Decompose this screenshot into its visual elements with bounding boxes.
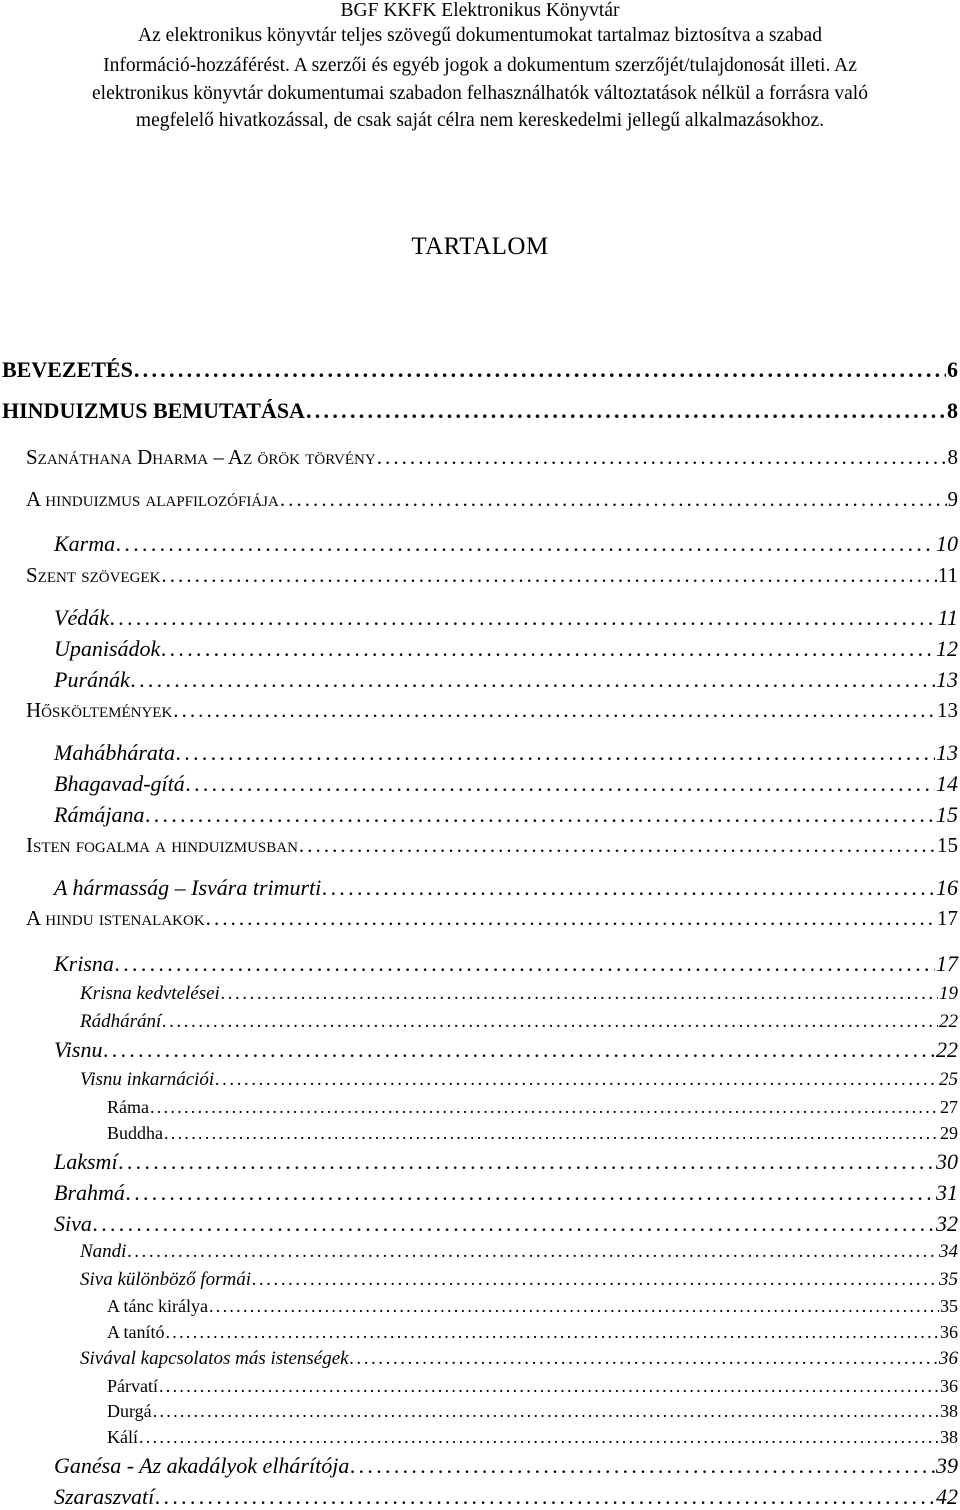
toc-leader-dots [115,951,935,977]
toc-entry-title: Isten fogalma a hinduizmusban [26,833,298,857]
toc-entry[interactable] [26,833,958,858]
toc-entry[interactable] [54,1211,958,1237]
page-title: TARTALOM [411,233,549,260]
toc-entry[interactable] [2,357,958,383]
toc-entry-title: Ganésa - Az akadályok elhárítója [54,1453,350,1478]
toc-page-number: 17 [936,951,958,976]
toc-entry-title: Nandi [80,1241,127,1262]
toc-leader-dots [350,1453,935,1479]
toc-leader-dots [280,487,947,512]
toc-page-number: 13 [936,740,958,765]
toc-leader-dots [150,1097,939,1118]
toc-page-number: 31 [936,1180,958,1205]
toc-entry[interactable] [54,951,958,977]
toc-page-number: 36 [940,1322,958,1342]
toc-page-number: 35 [939,1269,958,1290]
toc-entry-title: Buddha [107,1123,163,1143]
toc-page-number: 34 [939,1241,958,1262]
toc-entry-title: A hinduizmus alapfilozófiája [26,487,279,511]
toc-entry-title: Védák [54,605,109,630]
toc-entry-title: Krisna [54,951,114,976]
toc-page-number: 30 [936,1149,958,1174]
toc-entry-title: Krisna kedvtelései [80,983,220,1004]
toc-leader-dots [176,740,935,766]
toc-leader-dots [377,445,947,470]
toc-entry-title: Mahábhárata [54,740,175,765]
toc-entry-title: Laksmí [54,1149,118,1174]
toc-leader-dots [110,605,937,631]
toc-page-number: 36 [940,1376,958,1396]
toc-leader-dots [119,1149,935,1175]
toc-page-number: 11 [937,563,958,587]
toc-page-number: 27 [940,1097,958,1117]
toc-leader-dots [215,1069,938,1091]
toc-leader-dots [162,1011,938,1033]
toc-entry[interactable] [80,1241,958,1263]
toc-page-number: 8 [947,398,958,423]
toc-page-number: 9 [947,487,958,511]
toc-leader-dots [93,1211,935,1237]
toc-entry[interactable] [80,983,958,1005]
toc-entry-title: Durgá [107,1401,152,1421]
toc-page-number: 29 [940,1123,958,1143]
toc-entry[interactable] [2,398,958,424]
toc-entry[interactable] [54,1180,958,1206]
toc-leader-dots [161,636,935,662]
toc-page-number: 15 [936,802,958,827]
toc-entry[interactable] [26,563,958,588]
toc-entry-title: Visnu inkarnációi [80,1069,215,1090]
toc-entry[interactable] [80,1269,958,1291]
toc-entry[interactable] [54,1149,958,1175]
toc-leader-dots [206,906,936,931]
toc-page-number: 8 [947,445,958,469]
toc-leader-dots [126,1180,935,1206]
toc-entry[interactable] [80,1348,958,1370]
toc-page-number: 17 [937,906,958,930]
toc-page-number: 11 [937,605,958,630]
toc-page-number: 15 [937,833,958,857]
toc-entry-title: Rámájana [54,802,145,827]
toc-leader-dots [116,531,935,557]
toc-page-number: 12 [936,636,958,661]
header-notice-line: megfelelő hivatkozással, de csak saját célra nem kereskedelmi jellegű alkalmazásokhoz. [135,110,825,131]
toc-leader-dots [127,1241,938,1263]
toc-entry-title: HINDUIZMUS BEMUTATÁSA [2,398,305,423]
toc-entry-title: Puránák [54,667,130,692]
toc-leader-dots [131,667,935,693]
toc-page-number: 36 [939,1348,958,1369]
toc-entry[interactable] [54,531,958,557]
toc-entry-title: Siva különböző formái [80,1269,251,1290]
toc-leader-dots [155,1484,935,1510]
toc-page-number: 32 [936,1211,958,1236]
toc-page-number: 42 [936,1484,958,1509]
toc-leader-dots [322,875,935,901]
toc-entry[interactable] [107,1376,958,1397]
toc-page-number: 39 [936,1453,958,1478]
toc-page-number: 22 [936,1037,958,1062]
header-library-name: BGF KKFK Elektronikus Könyvtár [340,0,620,21]
toc-entry[interactable] [107,1401,958,1422]
toc-entry[interactable] [107,1322,958,1343]
toc-page-number: 22 [939,1011,958,1032]
toc-entry-title: Visnu [54,1037,103,1062]
toc-leader-dots [161,563,936,588]
toc-entry[interactable] [54,802,958,828]
toc-entry[interactable] [26,445,958,470]
toc-page-number: 38 [940,1401,958,1421]
toc-page-number: 14 [936,771,958,796]
toc-entry[interactable] [107,1427,958,1448]
toc-leader-dots [173,698,936,723]
toc-page-number: 13 [937,698,958,722]
toc-entry[interactable] [26,487,958,512]
toc-entry-title: BEVEZETÉS [2,357,133,382]
toc-leader-dots [134,357,946,383]
toc-leader-dots [164,1123,939,1144]
toc-entry-title: Karma [54,531,116,556]
toc-leader-dots [153,1401,939,1422]
header-notice-line: Az elektronikus könyvtár teljes szövegű dokumentumokat tartalmaz biztosítva a szabad [138,25,822,46]
toc-entry[interactable] [107,1296,958,1317]
toc-entry-title: Siva [54,1211,92,1236]
toc-entry-title: Kálí [107,1427,138,1447]
toc-page-number: 13 [936,667,958,692]
toc-entry[interactable] [54,740,958,766]
toc-entry[interactable] [107,1097,958,1118]
toc-leader-dots [209,1296,939,1317]
toc-entry[interactable] [80,1069,958,1091]
toc-leader-dots [145,802,935,828]
toc-entry[interactable] [26,698,958,723]
toc-leader-dots [186,771,935,797]
toc-entry[interactable] [80,1011,958,1033]
toc-entry-title: Bhagavad-gítá [54,771,185,796]
toc-leader-dots [221,983,938,1005]
toc-entry[interactable] [54,1037,958,1063]
toc-entry[interactable] [54,1484,958,1510]
toc-leader-dots [299,833,936,858]
toc-entry-title: Szanáthana Dharma – Az örök törvény [26,445,376,469]
toc-leader-dots [166,1322,940,1343]
toc-page-number: 10 [936,531,958,556]
toc-entry-title: Hősköltemények [26,698,173,722]
toc-entry-title: Sivával kapcsolatos más istenségek [80,1348,349,1369]
toc-entry-title: Szaraszvatí [54,1484,155,1509]
toc-entry-title: Rádhárání [80,1011,162,1032]
toc-entry[interactable] [54,1453,958,1479]
toc-entry-title: A tanító [107,1322,165,1342]
toc-leader-dots [350,1348,938,1370]
header-notice-line: elektronikus könyvtár dokumentumai szabadon felhasználhatók változtatások nélkül a forrásra való [92,83,868,104]
toc-page-number: 25 [939,1069,958,1090]
toc-page-number: 38 [940,1427,958,1447]
toc-entry[interactable] [54,875,958,901]
toc-leader-dots [103,1037,935,1063]
toc-entry[interactable] [107,1123,958,1144]
toc-page-number: 19 [939,983,958,1004]
toc-page-number: 16 [936,875,958,900]
toc-entry-title: Párvatí [107,1376,158,1396]
toc-entry-title: Szent szövegek [26,563,161,587]
toc-entry[interactable] [26,906,958,931]
toc-leader-dots [306,398,946,424]
toc-entry-title: Brahmá [54,1180,125,1205]
toc-leader-dots [159,1376,939,1397]
toc-entry-title: Upanisádok [54,636,161,661]
toc-entry[interactable] [54,771,958,797]
toc-page-number: 6 [947,357,958,382]
header-notice-line: Információ-hozzáférést. A szerzői és egyéb jogok a dokumentum szerzőjét/tulajdonosát illeti. Az [103,55,857,76]
toc-entry[interactable] [54,605,958,631]
toc-entry-title: Ráma [107,1097,149,1117]
toc-leader-dots [139,1427,939,1448]
toc-leader-dots [252,1269,938,1291]
toc-entry-title: A hindu istenalakok [26,906,205,930]
toc-entry[interactable] [54,667,958,693]
toc-entry-title: A tánc királya [107,1296,208,1316]
toc-page-number: 35 [940,1296,958,1316]
toc-entry[interactable] [54,636,958,662]
toc-entry-title: A hármasság – Isvára trimurti [54,875,322,900]
